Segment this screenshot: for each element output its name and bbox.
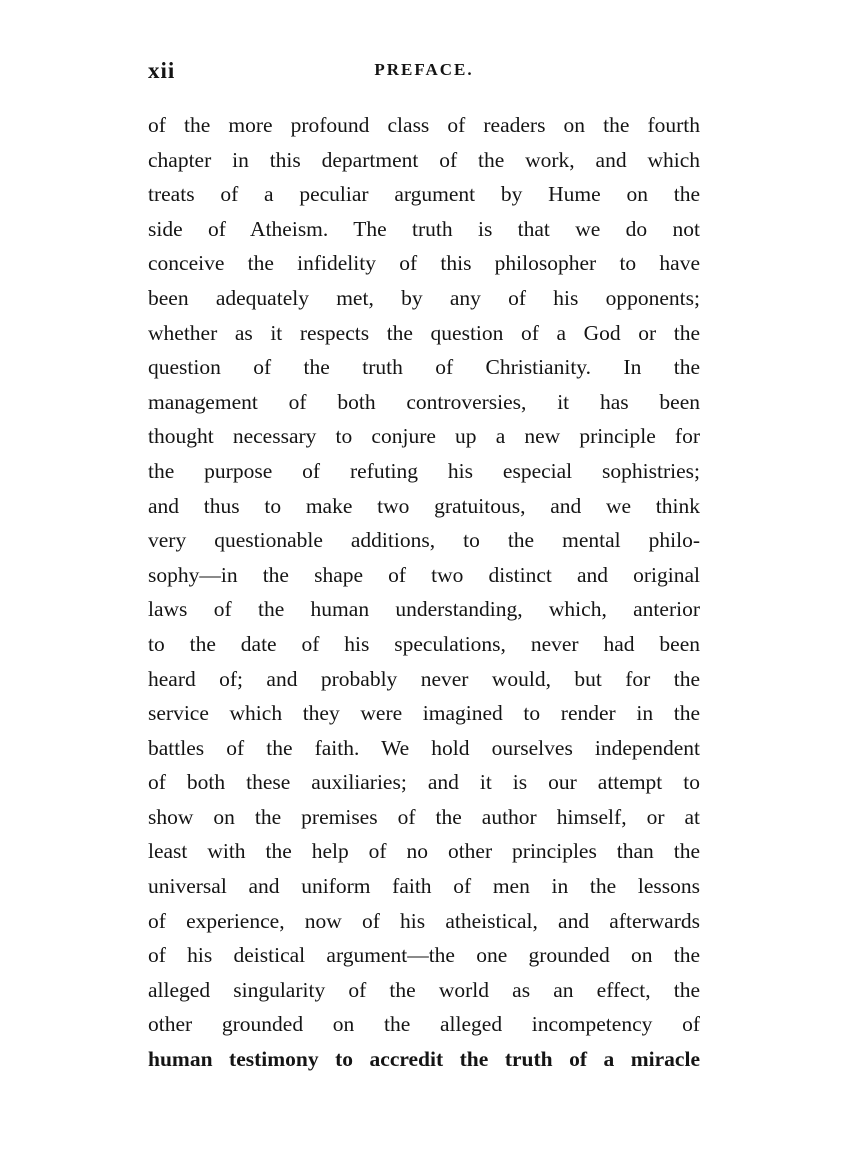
text-line: of both these auxiliaries; and it is our attempt to [148,770,700,795]
text-line: to the date of his speculations, never had been [148,631,700,656]
text-line: chapter in this department of the work, and which [148,147,700,172]
text-line: of his deistical argument—the one grounded on the [148,943,700,968]
text-line: battles of the faith. We hold ourselves independent [148,735,700,760]
text-line: management of both controversies, it has been [148,389,700,414]
text-line: question of the truth of Christianity. In the [148,355,700,380]
text-line: alleged singularity of the world as an effect, the [148,977,700,1002]
text-line: side of Atheism. The truth is that we do not [148,216,700,241]
body-text [148,108,700,1077]
text-line: universal and uniform faith of men in the lessons [148,874,700,899]
running-head [148,58,700,88]
text-line: treats of a peculiar argument by Hume on the [148,182,700,207]
text-line: the purpose of refuting his especial sophistries; [148,458,700,483]
text-line: and thus to make two gratuitous, and we think [148,493,700,518]
text-line: of experience, now of his atheistical, and afterwards [148,908,700,933]
page-number: xii [148,58,176,83]
text-line: of the more profound class of readers on the fourth [148,113,700,137]
text-line: whether as it respects the question of a God or the [148,320,700,345]
text-line: very questionable additions, to the mental philo- [148,528,700,553]
text-line: least with the help of no other principles than the [148,839,700,864]
running-title: PREFACE. [374,60,474,79]
text-line: other grounded on the alleged incompetency of [148,1012,700,1037]
text-line: human testimony to accredit the truth of a miracle [148,1047,700,1072]
text-line: heard of; and probably never would, but for the [148,666,700,691]
text-line: been adequately met, by any of his opponents; [148,285,700,310]
text-line: show on the premises of the author himself, or at [148,804,700,829]
text-line: laws of the human understanding, which, anterior [148,597,700,622]
text-line: thought necessary to conjure up a new principle for [148,424,700,449]
text-line: sophy—in the shape of two distinct and original [148,562,700,587]
text-line: conceive the infidelity of this philosopher to have [148,251,700,276]
text-line: service which they were imagined to render in the [148,701,700,726]
